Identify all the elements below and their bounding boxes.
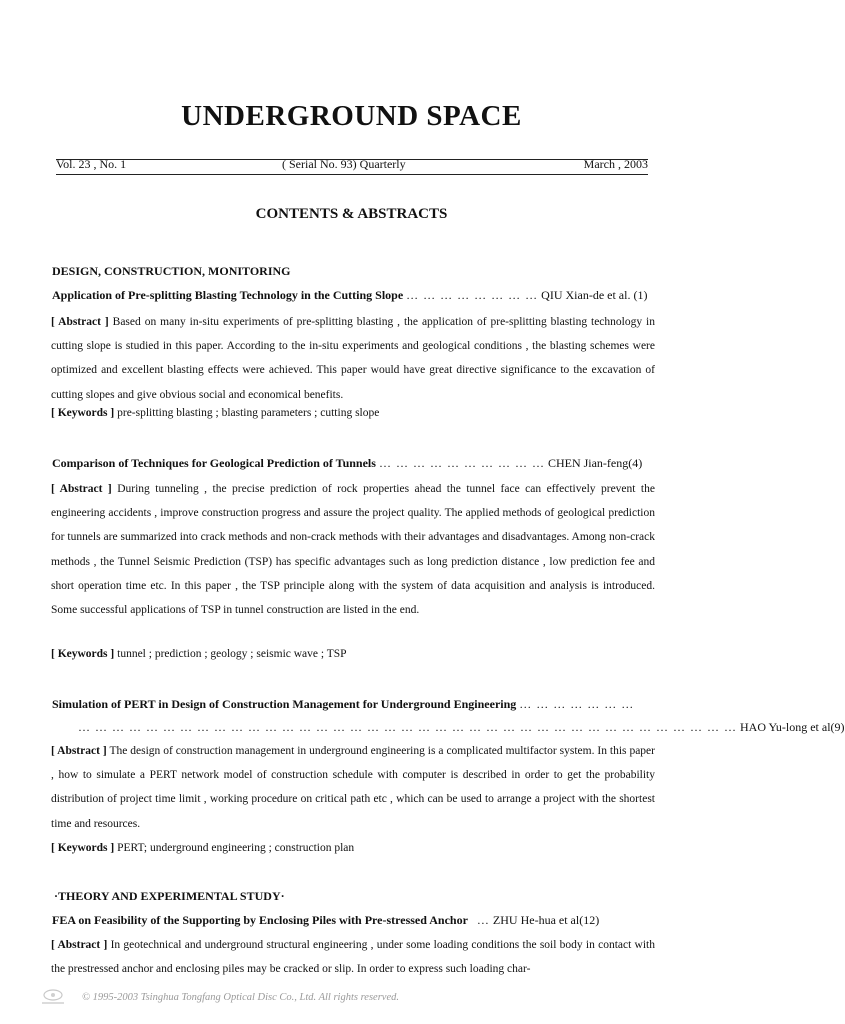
abstract-label: [ Abstract ]	[51, 316, 109, 328]
publisher-logo-icon	[38, 988, 68, 1006]
copyright-footer: © 1995-2003 Tsinghua Tongfang Optical Disc Co., Ltd. All rights reserved.	[82, 992, 399, 1003]
article-abstract	[51, 933, 655, 981]
article-title-continuation	[78, 720, 845, 735]
article-abstract	[51, 739, 655, 836]
article-abstract	[51, 477, 655, 622]
article-title[interactable]: Application of Pre-splitting Blasting Technology in the Cutting Slope	[52, 288, 404, 302]
keywords-label: [ Keywords ]	[51, 407, 115, 419]
keywords-label: [ Keywords ]	[51, 648, 115, 660]
abstract-text: Based on many in-situ experiments of pre-splitting blasting , the application of pre-splitting blasting technology in cutting slope is studied in this paper. According to the in-situ experiments and geological conditions , the blasting schemes were optimized and excellent blasting effects were achieved. This paper would have great directive significance to the excavation of cutting slopes and give obvious social and economical benefits.	[51, 316, 655, 401]
article-title[interactable]: Simulation of PERT in Design of Construction Management for Underground Engineering	[52, 697, 517, 711]
article-author-page: HAO Yu-long et al(9)	[740, 720, 845, 734]
article-title-row	[52, 456, 656, 471]
abstract-text: The design of construction management in underground engineering is a complicated multifactor system. In this paper , how to simulate a PERT network model of construction schedule with computer is described in order to get the probability distribution of project time limit , working procedure on critical path etc , which can be used to arrange a project with the shortest time and resources.	[51, 745, 655, 830]
keywords-text: tunnel ; prediction ; geology ; seismic wave ; TSP	[117, 648, 347, 660]
abstract-label: [ Abstract ]	[51, 483, 112, 495]
article-title-row	[52, 288, 656, 303]
article-abstract	[51, 310, 655, 407]
keywords-text: PERT; underground engineering ; construction plan	[117, 842, 355, 854]
leader-dots: … … … … … … … …	[406, 288, 539, 302]
article-title[interactable]: Comparison of Techniques for Geological Prediction of Tunnels	[52, 456, 376, 470]
issue-date: March , 2003	[583, 157, 648, 171]
abstract-label: [ Abstract ]	[51, 939, 108, 951]
journal-title: UNDERGROUND SPACE	[181, 100, 522, 132]
article-title-row	[52, 697, 656, 712]
section-heading: DESIGN, CONSTRUCTION, MONITORING	[52, 264, 291, 278]
article-keywords	[51, 842, 354, 854]
article-author-page: ZHU He-hua et al(12)	[492, 913, 600, 927]
keywords-text: pre-splitting blasting ; blasting parameters ; cutting slope	[117, 407, 380, 419]
article-keywords	[51, 407, 379, 419]
leader-dots: …	[476, 913, 490, 927]
contents-title: CONTENTS & ABSTRACTS	[255, 206, 448, 222]
leader-dots: … … … … … … … … … … … … … … … … … … … … … … … … … … … … … … … … … … … … … … …	[78, 720, 737, 734]
section-heading: ·THEORY AND EXPERIMENTAL STUDY·	[54, 889, 285, 903]
article-author-page: QIU Xian-de et al. (1)	[541, 288, 648, 302]
article-title[interactable]: FEA on Feasibility of the Supporting by Enclosing Piles with Pre-stressed Anchor	[52, 913, 468, 927]
issue-rule	[56, 174, 648, 175]
leader-dots: … … … … … … … … … …	[378, 456, 545, 470]
leader-dots: … … … … … … …	[519, 697, 635, 711]
serial-number: ( Serial No. 93) Quarterly	[282, 157, 406, 171]
issue-info-line	[56, 157, 648, 171]
abstract-text: During tunneling , the precise prediction of rock properties ahead the tunnel face can effectively prevent the engineering accidents , improve construction progress and assure the project quality. The applied methods of geological prediction for tunnels are summarized into crack methods and non-crack methods with their advantages and disadvantages. Among non-crack methods , the Tunnel Seismic Prediction (TSP) has specific advantages such as long prediction distance , low prediction fee and short operation time etc. In this paper , the TSP principle along with the system of data acquisition and analysis is introduced. Some successful applications of TSP in tunnel construction are listed in the end.	[51, 483, 655, 617]
abstract-label: [ Abstract ]	[51, 745, 107, 757]
article-keywords	[51, 648, 347, 660]
article-title-row	[52, 913, 656, 928]
keywords-label: [ Keywords ]	[51, 842, 115, 854]
volume-number: Vol. 23 , No. 1	[56, 157, 127, 171]
abstract-text: In geotechnical and underground structural engineering , under some loading conditions the soil body in contact with the prestressed anchor and enclosing piles may be cracked or slip. In order to express such loading char-	[51, 939, 656, 976]
article-author-page: CHEN Jian-feng(4)	[547, 456, 643, 470]
